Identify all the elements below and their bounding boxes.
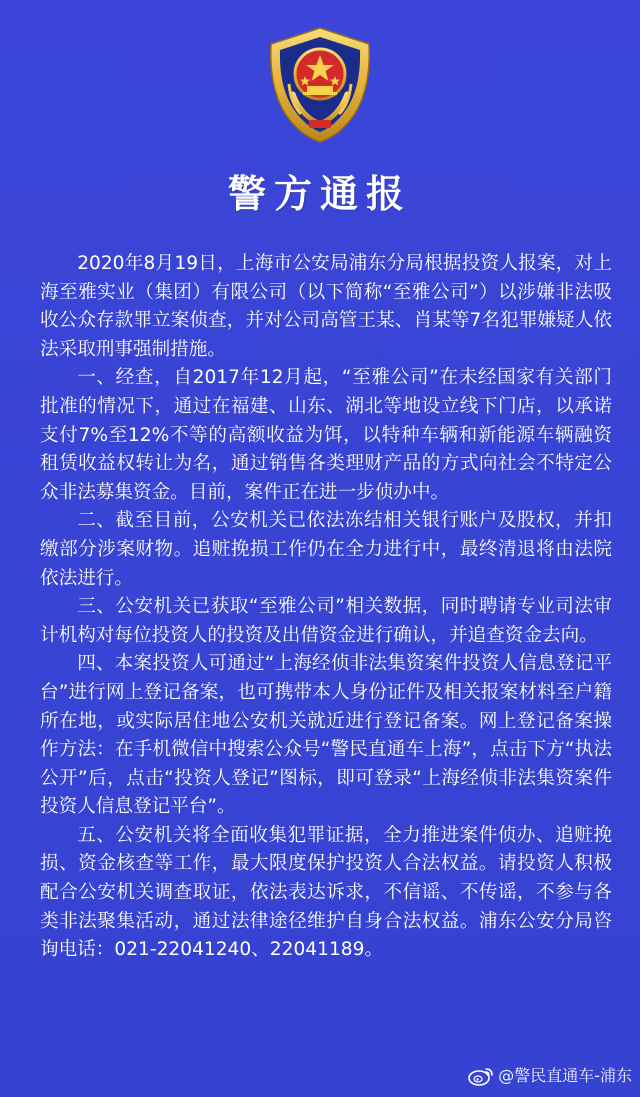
notice-body (40, 250, 612, 965)
paragraph-5: 五、公安机关将全面收集犯罪证据，全力推进案件侦办、追赃挽损、资金核查等工作，最大限度保护投资人合法权益。请投资人积极配合公安机关调查取证，依法表达诉求，不信谣、不传谣，不参与各类非法聚集活动，通过法律途径维护自身合法权益。浦东公安分局咨询电话：021-22041240、22041189。 (40, 824, 612, 961)
weibo-watermark (468, 1065, 632, 1087)
page-title: 警方通报 (227, 172, 412, 216)
police-emblem-icon (261, 24, 379, 146)
weibo-icon (468, 1066, 494, 1086)
paragraph-intro: 2020年8月19日，上海市公安局浦东分局根据投资人报案，对上海至雅实业（集团）有限公司（以下简称“至雅公司”）以涉嫌非法吸收公众存款罪立案侦查，并对公司高管王某、肖某等7名犯罪嫌疑人依法采取刑事强制措施。 (40, 253, 612, 360)
paragraph-1: 一、经查，自2017年12月起，“至雅公司”在未经国家有关部门批准的情况下，通过在福建、山东、湖北等地设立线下门店，以承诺支付7%至12%不等的高额收益为饵，以特种车辆和新能源车辆融资租赁收益权转让为名，通过销售各类理财产品的方式向社会不特定公众非法募集资金。目前，案件正在进一步侦办中。 (40, 367, 612, 503)
paragraph-3: 三、公安机关已获取“至雅公司”相关数据，同时聘请专业司法审计机构对每位投资人的投资及出借资金进行确认，并追查资金去向。 (40, 596, 612, 646)
paragraph-2: 二、截至目前，公安机关已依法冻结相关银行账户及股权，并扣缴部分涉案财物。追赃挽损工作仍在全力进行中，最终清退将由法院依法进行。 (40, 510, 612, 589)
watermark-text: @警民直通车-浦东 (498, 1066, 632, 1085)
paragraph-4: 四、本案投资人可通过“上海经侦非法集资案件投资人信息登记平台”进行网上登记备案，也可携带本人身份证件及相关报案材料至户籍所在地，或实际居住地公安机关就近进行登记备案。网上登记备案操作方法：在手机微信中搜索公众号“警民直通车上海”，点击下方“执法公开”后，点击“投资人登记”图标，即可登录“上海经侦非法集资案件投资人信息登记平台”。 (40, 653, 612, 818)
